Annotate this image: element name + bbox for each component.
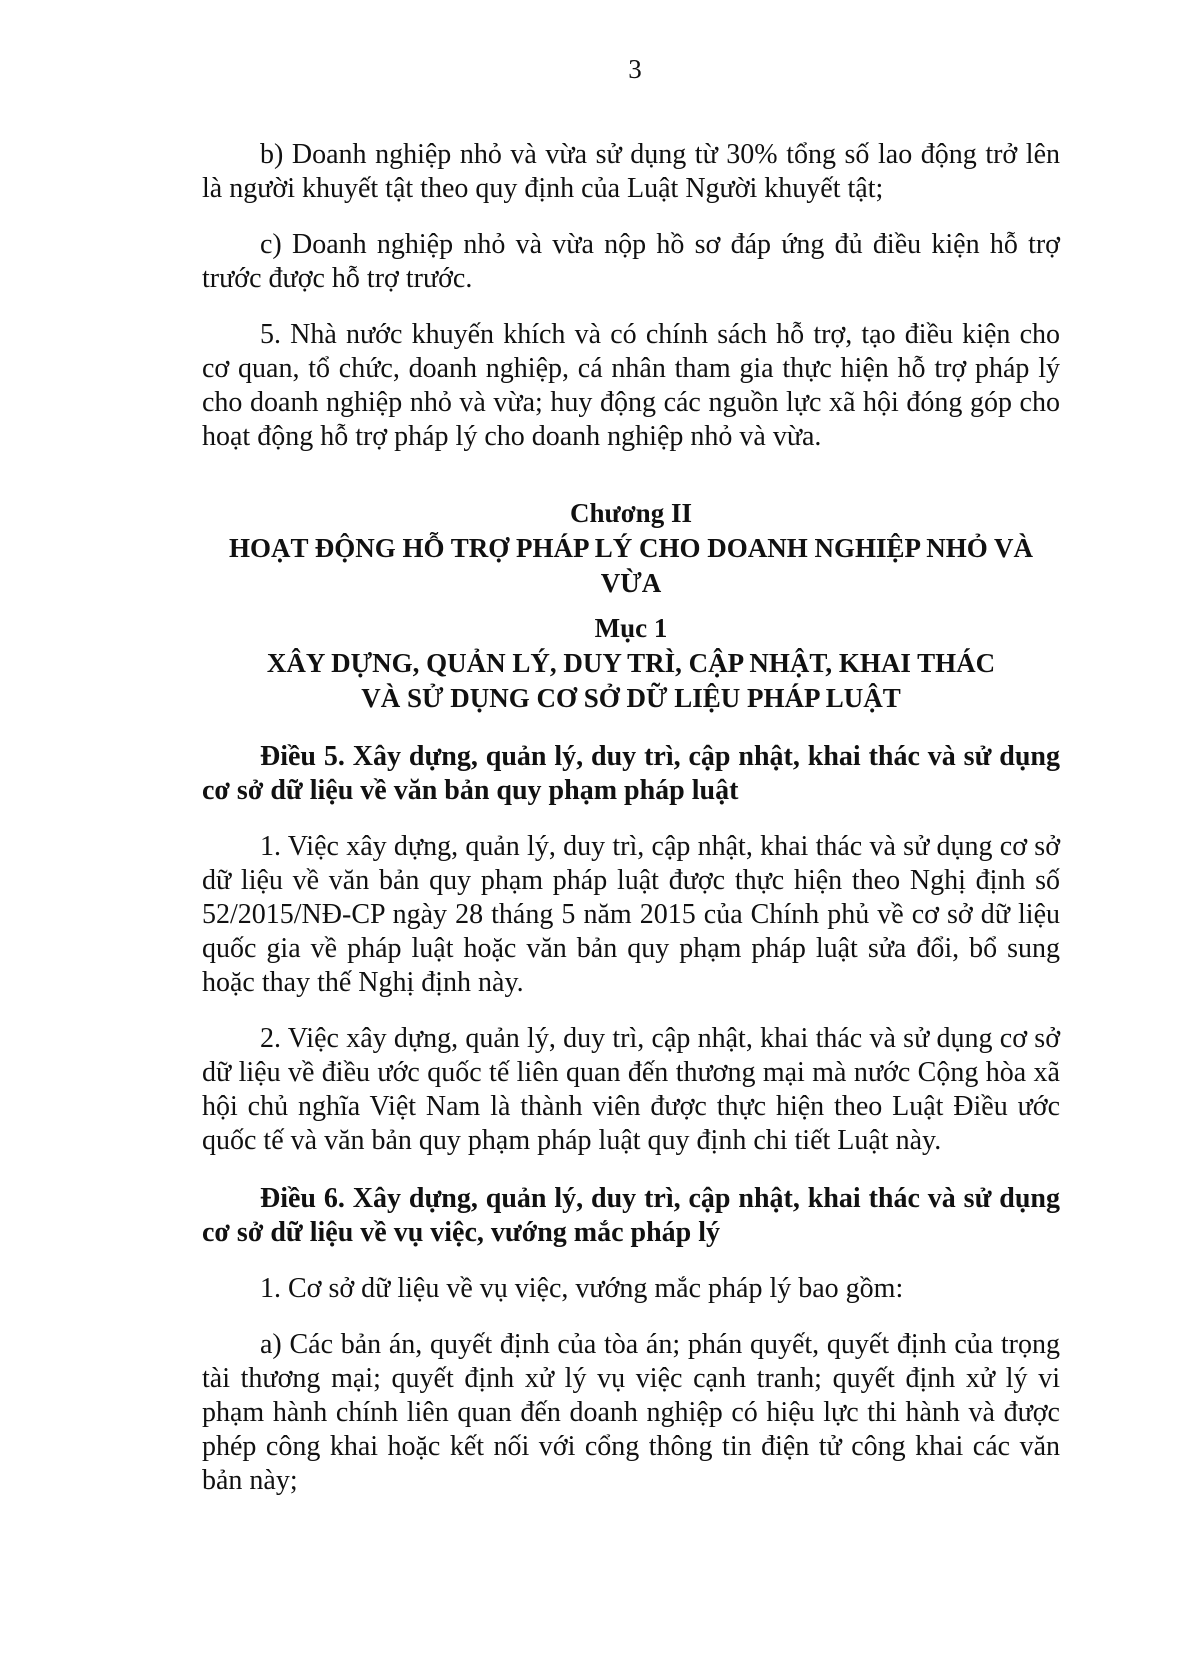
- article-6-paragraph-a: a) Các bản án, quyết định của tòa án; phán quyết, quyết định của trọng tài thương mại; quyết định xử lý vụ việc cạnh tranh; quyết định xử lý vi phạm hành chính liên quan đến doanh nghiệp có hiệu lực thi hành và được phép công khai hoặc kết nối với cổng thông tin điện tử công khai các văn bản này;: [202, 1329, 1060, 1496]
- article-5-paragraph-2: 2. Việc xây dựng, quản lý, duy trì, cập nhật, khai thác và sử dụng cơ sở dữ liệu về điều ước quốc tế liên quan đến thương mại mà nước Cộng hòa xã hội chủ nghĩa Việt Nam là thành viên được thực hiện theo Luật Điều ước quốc tế và văn bản quy phạm pháp luật quy định chi tiết Luật này.: [202, 1023, 1060, 1156]
- article-5-title: Điều 5. Xây dựng, quản lý, duy trì, cập nhật, khai thác và sử dụng cơ sở dữ liệu về văn bản quy phạm pháp luật: [202, 741, 1060, 806]
- section-heading: [202, 611, 1060, 716]
- section-title-line2: VÀ SỬ DỤNG CƠ SỞ DỮ LIỆU PHÁP LUẬT: [361, 683, 901, 713]
- paragraph-4b: b) Doanh nghiệp nhỏ và vừa sử dụng từ 30% tổng số lao động trở lên là người khuyết tật theo quy định của Luật Người khuyết tật;: [202, 139, 1060, 204]
- chapter-label: Chương II: [570, 498, 692, 528]
- paragraph-5: 5. Nhà nước khuyến khích và có chính sách hỗ trợ, tạo điều kiện cho cơ quan, tổ chức, doanh nghiệp, cá nhân tham gia thực hiện hỗ trợ pháp lý cho doanh nghiệp nhỏ và vừa; huy động các nguồn lực xã hội đóng góp cho hoạt động hỗ trợ pháp lý cho doanh nghiệp nhỏ và vừa.: [202, 319, 1060, 452]
- section-label: Mục 1: [594, 613, 668, 643]
- chapter-title: HOẠT ĐỘNG HỖ TRỢ PHÁP LÝ CHO DOANH NGHIỆP NHỎ VÀ VỪA: [228, 533, 1034, 598]
- page-number: 3: [628, 54, 642, 84]
- chapter-heading: [202, 496, 1060, 601]
- article-6-title: Điều 6. Xây dựng, quản lý, duy trì, cập nhật, khai thác và sử dụng cơ sở dữ liệu về vụ việc, vướng mắc pháp lý: [202, 1183, 1060, 1248]
- document-body: [202, 138, 1060, 1498]
- article-5-paragraph-1: 1. Việc xây dựng, quản lý, duy trì, cập nhật, khai thác và sử dụng cơ sở dữ liệu về văn bản quy phạm pháp luật được thực hiện theo Nghị định số 52/2015/NĐ-CP ngày 28 tháng 5 năm 2015 của Chính phủ về cơ sở dữ liệu quốc gia về pháp luật hoặc văn bản quy phạm pháp luật sửa đổi, bổ sung hoặc thay thế Nghị định này.: [202, 831, 1060, 998]
- paragraph-4c: c) Doanh nghiệp nhỏ và vừa nộp hồ sơ đáp ứng đủ điều kiện hỗ trợ trước được hỗ trợ trước.: [202, 229, 1060, 294]
- section-title-line1: XÂY DỰNG, QUẢN LÝ, DUY TRÌ, CẬP NHẬT, KHAI THÁC: [266, 648, 996, 678]
- article-6-paragraph-1: 1. Cơ sở dữ liệu về vụ việc, vướng mắc pháp lý bao gồm:: [260, 1273, 904, 1304]
